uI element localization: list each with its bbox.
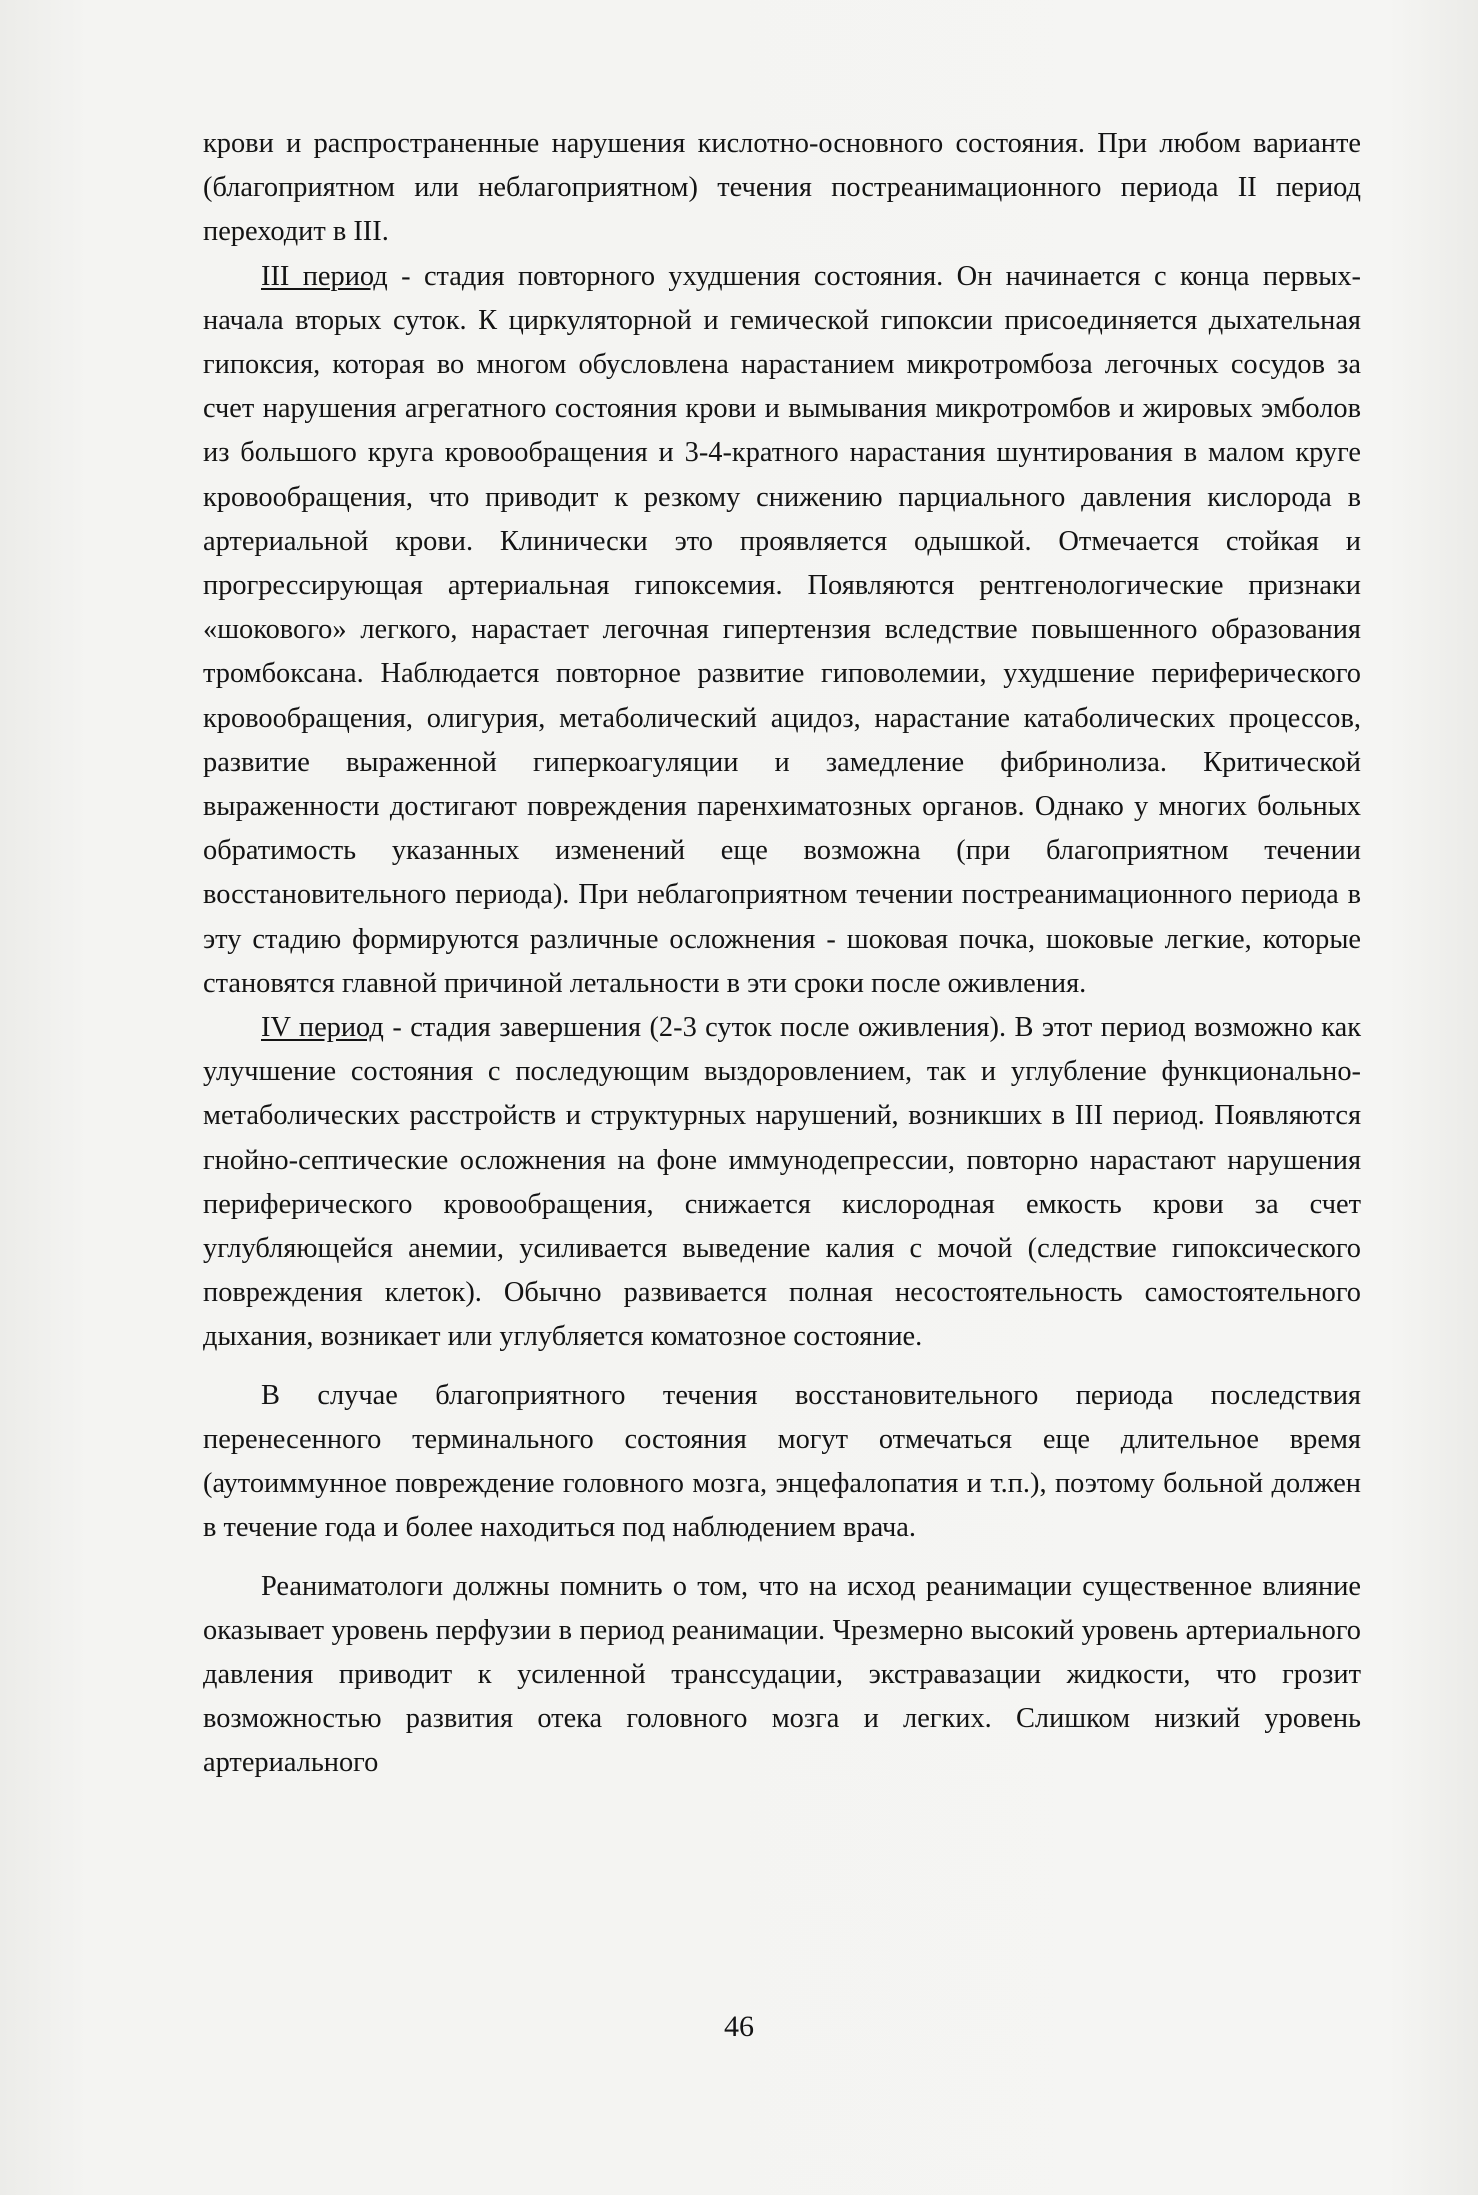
paragraph-favorable-outcome [203, 1374, 1361, 1551]
paragraph-continuation [203, 122, 1361, 255]
page-number: 46 [724, 2010, 754, 2043]
paragraph-period-4 [203, 1006, 1361, 1360]
paragraph-text: В случае благоприятного течения восстановительного периода последствия перенесенного терминального состояния могут отмечаться еще длительное время (аутоиммунное повреждение головного мозга, энцефалопатия и т.п.), поэтому больной должен в течение года и более находиться под наблюдением врача. [203, 1379, 1361, 1544]
paragraph-perfusion [203, 1565, 1361, 1786]
page-body-text [203, 122, 1361, 1786]
paragraph-text: крови и распространенные нарушения кислотно-основного состояния. При любом варианте (благоприятном или неблагоприятном) течения постреанимационного периода II период переходит в III. [203, 128, 1361, 248]
section-heading-period-4: IV период [261, 1012, 384, 1044]
section-heading-period-3: III период [261, 260, 388, 292]
paragraph-text: - стадия повторного ухудшения состояния. Он начинается с конца первых-начала вторых суток. К циркуляторной и гемической гипоксии присоединяется дыхательная гипоксия, которая во многом обусловлена нарастанием микротромбоза легочных сосудов за счет нарушения агрегатного состояния крови и вымывания микротромбов и жировых эмболов из большого круга кровообращения и 3-4-кратного нарастания шунтирования в малом круге кровообращения, что приводит к резкому снижению парциального давления кислорода в артериальной крови. Клинически это проявляется одышкой. Отмечается стойкая и прогрессирующая артериальная гипоксемия. Появляются рентгенологические признаки «шокового» легкого, нарастает легочная гипертензия вследствие повышенного образования тромбоксана. Наблюдается повторное развитие гиповолемии, ухудшение периферического кровообращения, олигурия, метаболический ацидоз, нарастание катаболических процессов, развитие выраженной гиперкоагуляции и замедление фибринолиза. Критической выраженности достигают повреждения паренхиматозных органов. Однако у многих больных обратимость указанных изменений еще возможна (при благоприятном течении восстановительного периода). При неблагоприятном течении постреанимационного периода в эту стадию формируются различные осложнения - шоковая почка, шоковые легкие, которые становятся главной причиной летальности в эти сроки после оживления. [203, 260, 1362, 999]
paragraph-period-3 [203, 255, 1361, 1006]
paragraph-text: - стадия завершения (2-3 суток после оживления). В этот период возможно как улучшение состояния с последующим выздоровлением, так и углубление функционально-метаболических расстройств и структурных нарушений, возникших в III период. Появляются гнойно-септические осложнения на фоне иммунодепрессии, повторно нарастают нарушения периферического кровообращения, снижается кислородная емкость крови за счет углубляющейся анемии, усиливается выведение калия с мочой (следствие гипоксического повреждения клеток). Обычно развивается полная несостоятельность самостоятельного дыхания, возникает или углубляется коматозное состояние. [203, 1012, 1361, 1353]
paragraph-text: Реаниматологи должны помнить о том, что на исход реанимации существенное влияние оказывает уровень перфузии в период реанимации. Чрезмерно высокий уровень артериального давления приводит к усиленной транссудации, экстравазации жидкости, что грозит возможностью развития отека головного мозга и легких. Слишком низкий уровень артериального [203, 1570, 1361, 1779]
